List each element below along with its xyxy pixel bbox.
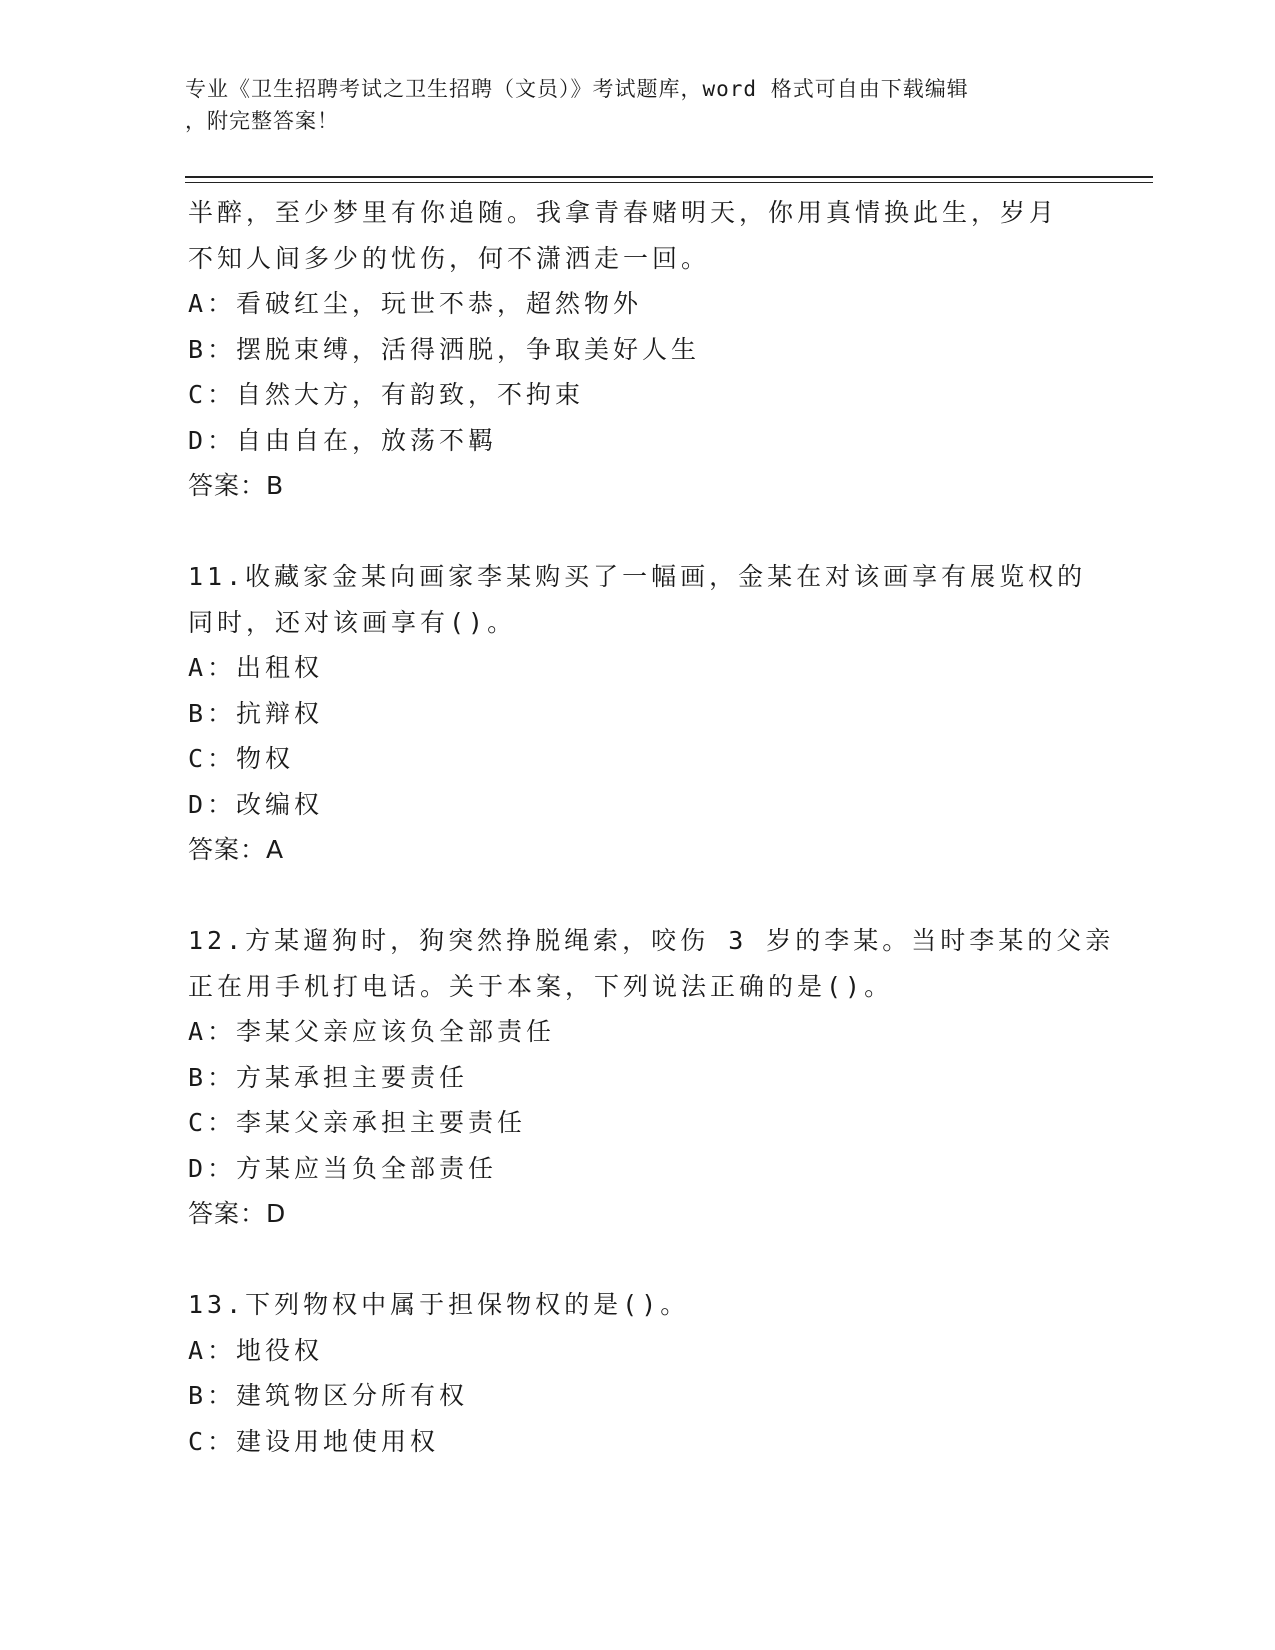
header-line-2: ，附完整答案！ (185, 109, 339, 133)
question-stem: 13.下列物权中属于担保物权的是()。 (188, 1290, 690, 1319)
question-list (188, 190, 1115, 1464)
answer: 答案：A (188, 835, 285, 864)
option-a: A：出租权 (188, 653, 324, 682)
question-stem: 正在用手机打电话。关于本案，下列说法正确的是()。 (188, 971, 894, 1001)
answer: 答案：B (188, 471, 285, 500)
question-stem: 半醉，至少梦里有你追随。我拿青春赌明天，你用真情换此生，岁月 (188, 198, 1059, 227)
option-b: B：摆脱束缚，活得洒脱，争取美好人生 (188, 334, 701, 364)
option-d: D：改编权 (188, 789, 324, 819)
option-d: D：方某应当负全部责任 (188, 1153, 498, 1183)
option-c: C：建设用地使用权 (188, 1426, 440, 1456)
question-10 (188, 190, 1088, 509)
option-a: A：地役权 (188, 1335, 324, 1365)
option-c: C：自然大方，有韵致，不拘束 (188, 380, 585, 409)
option-a: A：李某父亲应该负全部责任 (188, 1017, 556, 1046)
header-rule-thick (185, 176, 1153, 178)
header-rule-thin (185, 182, 1153, 183)
header-line-1: 专业《卫生招聘考试之卫生招聘（文员）》考试题库，word 格式可自由下载编辑 (185, 77, 969, 101)
question-stem: 同时，还对该画享有()。 (188, 607, 517, 637)
question-stem: 不知人间多少的忧伤，何不潇洒走一回。 (188, 243, 711, 273)
question-12 (188, 918, 1115, 1237)
question-stem: 12.方某遛狗时，狗突然挣脱绳索，咬伤 3 岁的李某。当时李某的父亲 (188, 926, 1115, 955)
option-a: A：看破红尘，玩世不恭，超然物外 (188, 289, 643, 318)
answer: 答案：D (188, 1199, 287, 1228)
document-header (185, 73, 1065, 137)
question-13 (188, 1282, 1088, 1464)
question-11 (188, 554, 1088, 873)
option-b: B：抗辩权 (188, 698, 324, 728)
option-d: D：自由自在，放荡不羁 (188, 425, 498, 455)
spacer (188, 1237, 1088, 1283)
option-c: C：李某父亲承担主要责任 (188, 1108, 527, 1137)
spacer (188, 873, 1088, 919)
spacer (188, 509, 1088, 555)
option-c: C：物权 (188, 744, 295, 773)
option-b: B：建筑物区分所有权 (188, 1381, 469, 1410)
question-stem: 11.收藏家金某向画家李某购买了一幅画，金某在对该画享有展览权的 (188, 562, 1087, 591)
option-b: B：方某承担主要责任 (188, 1062, 469, 1092)
